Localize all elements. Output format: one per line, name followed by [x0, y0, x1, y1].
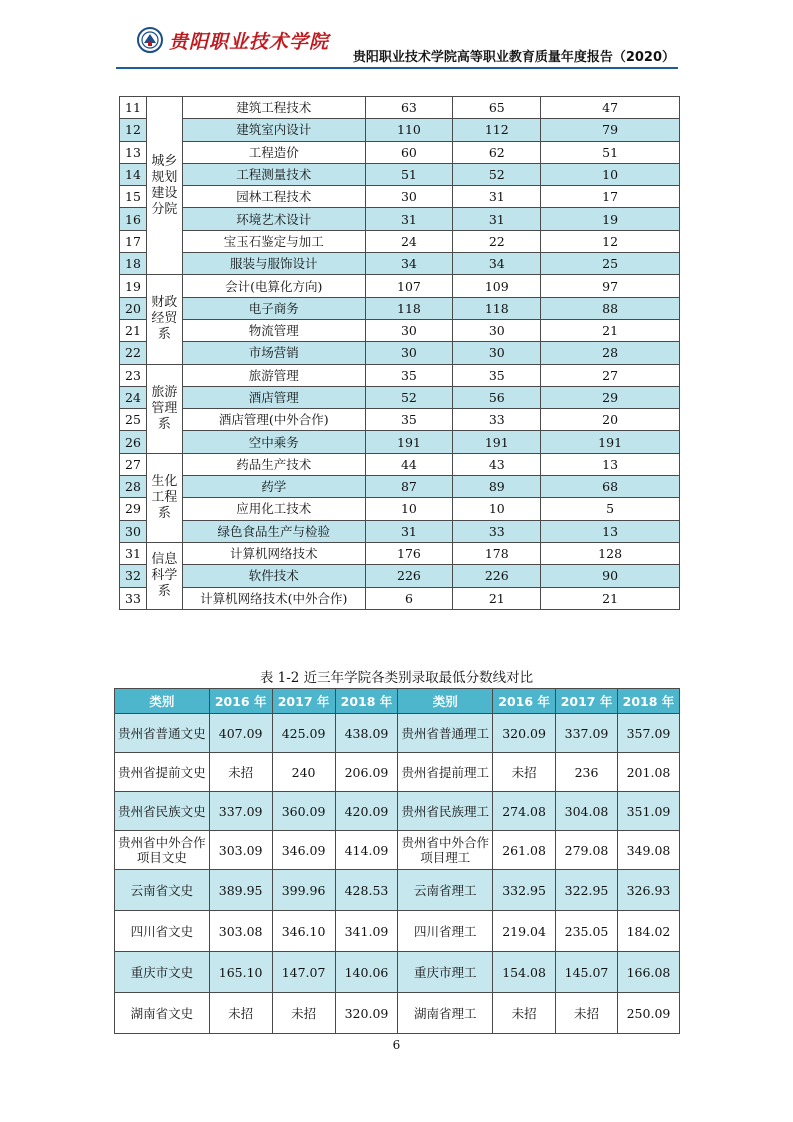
college-logo: [137, 26, 349, 54]
score-cell: 236: [556, 753, 618, 792]
cell-b: 178: [453, 542, 541, 564]
cell-a: 60: [365, 141, 453, 163]
score-cell: 166.08: [617, 952, 679, 993]
category-cell: 云南省文史: [115, 870, 210, 911]
cell-a: 110: [365, 119, 453, 141]
cell-c: 20: [541, 409, 680, 431]
score-cell: 154.08: [493, 952, 556, 993]
cell-b: 33: [453, 520, 541, 542]
cell-a: 191: [365, 431, 453, 453]
cell-b: 65: [453, 97, 541, 119]
score-cell: 未招: [209, 993, 272, 1034]
header-category: 类别: [398, 689, 493, 714]
cell-a: 30: [365, 186, 453, 208]
cell-a: 87: [365, 476, 453, 498]
score-cell: 未招: [493, 993, 556, 1034]
table-row: [120, 141, 680, 163]
cell-a: 63: [365, 97, 453, 119]
table-header-row: [115, 689, 680, 714]
score-cell: 147.07: [272, 952, 335, 993]
cell-a: 51: [365, 163, 453, 185]
category-cell: 重庆市理工: [398, 952, 493, 993]
cell-major: 工程造价: [182, 141, 365, 163]
cell-a: 52: [365, 386, 453, 408]
cell-b: 89: [453, 476, 541, 498]
cell-no: 16: [120, 208, 147, 230]
table-row: [120, 364, 680, 386]
cell-major: 绿色食品生产与检验: [182, 520, 365, 542]
cell-major: 计算机网络技术(中外合作): [182, 587, 365, 609]
score-cell: 399.96: [272, 870, 335, 911]
cell-major: 应用化工技术: [182, 498, 365, 520]
cell-b: 118: [453, 297, 541, 319]
score-cell: 240: [272, 753, 335, 792]
category-cell: 贵州省普通理工: [398, 714, 493, 753]
score-cell: 206.09: [335, 753, 398, 792]
cell-b: 34: [453, 253, 541, 275]
cell-c: 10: [541, 163, 680, 185]
score-cell: 320.09: [493, 714, 556, 753]
category-cell: 贵州省中外合作项目文史: [115, 831, 210, 870]
header-2017: 2017 年: [272, 689, 335, 714]
category-cell: 贵州省民族文史: [115, 792, 210, 831]
cell-a: 226: [365, 565, 453, 587]
cell-c: 25: [541, 253, 680, 275]
table-row: [120, 319, 680, 341]
cell-c: 90: [541, 565, 680, 587]
table-row: [120, 431, 680, 453]
enrollment-table: [119, 96, 680, 610]
cell-no: 14: [120, 163, 147, 185]
score-cell: 322.95: [556, 870, 618, 911]
cell-a: 35: [365, 409, 453, 431]
score-cell: 未招: [556, 993, 618, 1034]
table-row: [120, 498, 680, 520]
table-row: [120, 476, 680, 498]
department-cell: 财政经贸系: [146, 275, 182, 364]
cell-a: 44: [365, 453, 453, 475]
department-cell: 旅游管理系: [146, 364, 182, 453]
cell-b: 56: [453, 386, 541, 408]
cell-c: 79: [541, 119, 680, 141]
enrollment-table-body: [120, 97, 680, 610]
cell-c: 13: [541, 453, 680, 475]
score-cell: 438.09: [335, 714, 398, 753]
cell-major: 计算机网络技术: [182, 542, 365, 564]
cell-c: 13: [541, 520, 680, 542]
cell-major: 市场营销: [182, 342, 365, 364]
score-cell: 425.09: [272, 714, 335, 753]
cell-c: 28: [541, 342, 680, 364]
cell-no: 24: [120, 386, 147, 408]
table-caption: 表 1-2 近三年学院各类别录取最低分数线对比: [259, 670, 534, 686]
cell-no: 13: [120, 141, 147, 163]
cell-major: 建筑工程技术: [182, 97, 365, 119]
cell-b: 21: [453, 587, 541, 609]
cell-no: 19: [120, 275, 147, 297]
cell-b: 10: [453, 498, 541, 520]
category-cell: 贵州省民族理工: [398, 792, 493, 831]
table-row: [120, 297, 680, 319]
category-cell: 四川省理工: [398, 911, 493, 952]
score-cell: 201.08: [617, 753, 679, 792]
cell-a: 31: [365, 520, 453, 542]
table-row: [120, 163, 680, 185]
table-row: [115, 870, 680, 911]
table-row: [115, 753, 680, 792]
score-cell: 未招: [272, 993, 335, 1034]
cell-major: 会计(电算化方向): [182, 275, 365, 297]
table-row: [120, 587, 680, 609]
cell-b: 43: [453, 453, 541, 475]
score-cell: 346.09: [272, 831, 335, 870]
page-number: 6: [392, 1038, 401, 1052]
table-row: [120, 520, 680, 542]
score-cell: 274.08: [493, 792, 556, 831]
cell-no: 32: [120, 565, 147, 587]
cell-c: 12: [541, 230, 680, 252]
score-cell: 389.95: [209, 870, 272, 911]
report-title: 贵阳职业技术学院高等职业教育质量年度报告（2020）: [352, 50, 675, 65]
cell-no: 22: [120, 342, 147, 364]
cell-b: 109: [453, 275, 541, 297]
score-cell: 未招: [493, 753, 556, 792]
department-cell: 信息科学系: [146, 542, 182, 609]
admission-score-table-body: [115, 714, 680, 1034]
table-row: [115, 952, 680, 993]
cell-major: 服装与服饰设计: [182, 253, 365, 275]
cell-b: 62: [453, 141, 541, 163]
cell-no: 31: [120, 542, 147, 564]
cell-b: 30: [453, 319, 541, 341]
header-2016: 2016 年: [493, 689, 556, 714]
score-cell: 337.09: [556, 714, 618, 753]
table-row: [120, 186, 680, 208]
cell-c: 47: [541, 97, 680, 119]
cell-no: 21: [120, 319, 147, 341]
category-cell: 重庆市文史: [115, 952, 210, 993]
score-cell: 165.10: [209, 952, 272, 993]
admission-score-table: [114, 688, 680, 1034]
category-cell: 湖南省文史: [115, 993, 210, 1034]
cell-no: 18: [120, 253, 147, 275]
cell-no: 33: [120, 587, 147, 609]
cell-no: 28: [120, 476, 147, 498]
cell-major: 园林工程技术: [182, 186, 365, 208]
department-cell: 城乡规划建设分院: [146, 97, 182, 275]
category-cell: 贵州省提前理工: [398, 753, 493, 792]
score-cell: 未招: [209, 753, 272, 792]
cell-c: 128: [541, 542, 680, 564]
cell-major: 空中乘务: [182, 431, 365, 453]
cell-major: 物流管理: [182, 319, 365, 341]
score-cell: 184.02: [617, 911, 679, 952]
category-cell: 贵州省中外合作项目理工: [398, 831, 493, 870]
cell-major: 酒店管理: [182, 386, 365, 408]
score-cell: 303.08: [209, 911, 272, 952]
department-cell: 生化工程系: [146, 453, 182, 542]
cell-major: 宝玉石鉴定与加工: [182, 230, 365, 252]
cell-b: 35: [453, 364, 541, 386]
cell-c: 88: [541, 297, 680, 319]
cell-no: 15: [120, 186, 147, 208]
score-cell: 407.09: [209, 714, 272, 753]
score-cell: 341.09: [335, 911, 398, 952]
table-row: [115, 714, 680, 753]
cell-c: 97: [541, 275, 680, 297]
cell-a: 30: [365, 319, 453, 341]
table-row: [120, 342, 680, 364]
cell-b: 52: [453, 163, 541, 185]
category-cell: 云南省理工: [398, 870, 493, 911]
score-cell: 279.08: [556, 831, 618, 870]
score-cell: 428.53: [335, 870, 398, 911]
cell-c: 21: [541, 587, 680, 609]
cell-c: 51: [541, 141, 680, 163]
score-cell: 420.09: [335, 792, 398, 831]
cell-major: 旅游管理: [182, 364, 365, 386]
cell-a: 107: [365, 275, 453, 297]
category-cell: 贵州省提前文史: [115, 753, 210, 792]
cell-major: 药学: [182, 476, 365, 498]
cell-a: 10: [365, 498, 453, 520]
cell-c: 27: [541, 364, 680, 386]
cell-b: 31: [453, 208, 541, 230]
table-row: [120, 386, 680, 408]
cell-major: 工程测量技术: [182, 163, 365, 185]
cell-a: 176: [365, 542, 453, 564]
cell-a: 31: [365, 208, 453, 230]
cell-c: 5: [541, 498, 680, 520]
cell-major: 软件技术: [182, 565, 365, 587]
score-cell: 360.09: [272, 792, 335, 831]
logo-text: 贵阳职业技术学院: [169, 30, 330, 53]
score-cell: 320.09: [335, 993, 398, 1034]
score-cell: 250.09: [617, 993, 679, 1034]
cell-no: 20: [120, 297, 147, 319]
header-2017: 2017 年: [556, 689, 618, 714]
table-row: [120, 453, 680, 475]
score-cell: 235.05: [556, 911, 618, 952]
cell-no: 12: [120, 119, 147, 141]
cell-no: 29: [120, 498, 147, 520]
table-row: [120, 409, 680, 431]
cell-c: 29: [541, 386, 680, 408]
cell-b: 112: [453, 119, 541, 141]
header-2016: 2016 年: [209, 689, 272, 714]
header-2018: 2018 年: [617, 689, 679, 714]
cell-c: 17: [541, 186, 680, 208]
college-emblem-icon: [137, 27, 163, 53]
score-cell: 303.09: [209, 831, 272, 870]
category-cell: 四川省文史: [115, 911, 210, 952]
table-row: [120, 208, 680, 230]
table-row: [120, 97, 680, 119]
category-cell: 湖南省理工: [398, 993, 493, 1034]
header-category: 类别: [115, 689, 210, 714]
cell-major: 建筑室内设计: [182, 119, 365, 141]
cell-b: 191: [453, 431, 541, 453]
score-cell: 346.10: [272, 911, 335, 952]
cell-c: 21: [541, 319, 680, 341]
cell-no: 23: [120, 364, 147, 386]
table-row: [115, 911, 680, 952]
cell-a: 24: [365, 230, 453, 252]
cell-major: 电子商务: [182, 297, 365, 319]
cell-a: 34: [365, 253, 453, 275]
cell-b: 226: [453, 565, 541, 587]
score-cell: 145.07: [556, 952, 618, 993]
cell-b: 31: [453, 186, 541, 208]
table-row: [120, 565, 680, 587]
table-row: [120, 542, 680, 564]
score-cell: 332.95: [493, 870, 556, 911]
score-cell: 261.08: [493, 831, 556, 870]
table-row: [120, 230, 680, 252]
score-cell: 326.93: [617, 870, 679, 911]
cell-b: 30: [453, 342, 541, 364]
cell-no: 25: [120, 409, 147, 431]
cell-b: 22: [453, 230, 541, 252]
cell-major: 药品生产技术: [182, 453, 365, 475]
table-row: [120, 119, 680, 141]
cell-a: 30: [365, 342, 453, 364]
cell-c: 19: [541, 208, 680, 230]
cell-a: 118: [365, 297, 453, 319]
cell-c: 68: [541, 476, 680, 498]
cell-no: 17: [120, 230, 147, 252]
table-row: [120, 253, 680, 275]
cell-major: 环境艺术设计: [182, 208, 365, 230]
cell-no: 11: [120, 97, 147, 119]
table-row: [115, 831, 680, 870]
table-row: [115, 993, 680, 1034]
cell-no: 27: [120, 453, 147, 475]
category-cell: 贵州省普通文史: [115, 714, 210, 753]
cell-no: 30: [120, 520, 147, 542]
cell-b: 33: [453, 409, 541, 431]
cell-a: 35: [365, 364, 453, 386]
table-row: [120, 275, 680, 297]
cell-major: 酒店管理(中外合作): [182, 409, 365, 431]
score-cell: 337.09: [209, 792, 272, 831]
score-cell: 357.09: [617, 714, 679, 753]
header-2018: 2018 年: [335, 689, 398, 714]
score-cell: 304.08: [556, 792, 618, 831]
cell-no: 26: [120, 431, 147, 453]
cell-c: 191: [541, 431, 680, 453]
score-cell: 414.09: [335, 831, 398, 870]
score-cell: 349.08: [617, 831, 679, 870]
header-divider: [116, 67, 678, 69]
score-cell: 351.09: [617, 792, 679, 831]
cell-a: 6: [365, 587, 453, 609]
table-row: [115, 792, 680, 831]
score-cell: 140.06: [335, 952, 398, 993]
score-cell: 219.04: [493, 911, 556, 952]
